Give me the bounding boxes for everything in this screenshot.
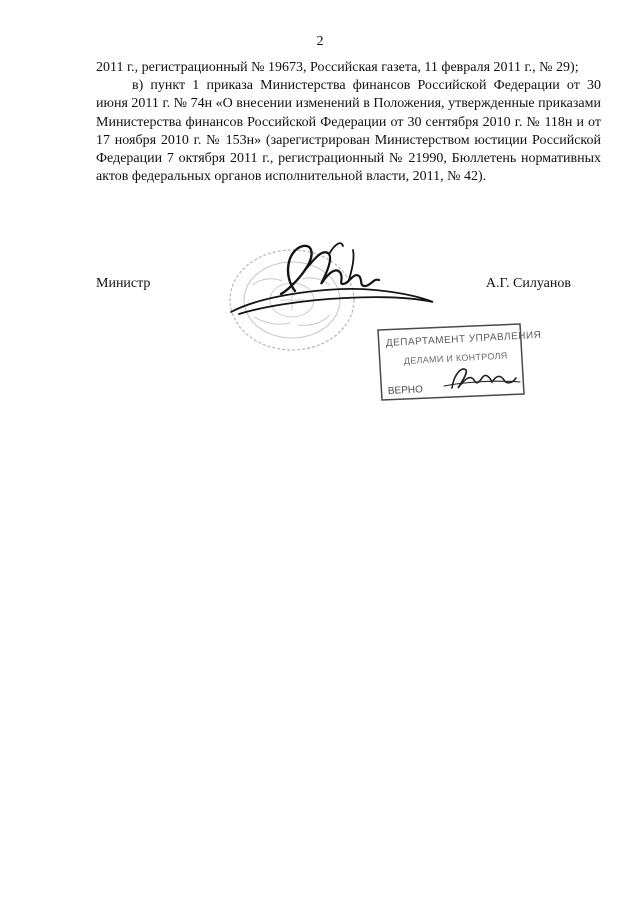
handwritten-signature [225,236,440,320]
paragraph-item-v: в) пункт 1 приказа Министерства финансов Российской Федерации от 30 июня 2011 г. № 74н «О внесении изменений в Положения, утвержденные приказами Министерства финансов Российской Федерации от 30 сентября 2010 г. № 118н и от 17 ноября 2010 г. № 153н» (зарегистрирован Министерством юстиции Российской Федерации 7 октября 2011 г., регистрационный № 21990, Бюллетень нормативных актов федеральных органов исполнительной власти, 2011, № 42). [96,78,601,185]
svg-text:ВЕРНО: ВЕРНО [387,384,424,397]
minister-title: Министр [96,276,151,291]
svg-text:ДЕЛАМИ И КОНТРОЛЯ: ДЕЛАМИ И КОНТРОЛЯ [403,350,508,366]
document-body [96,59,601,186]
certification-stamp [374,322,542,402]
page-number: 2 [316,34,324,49]
svg-text:ДЕПАРТАМЕНТ УПРАВЛЕНИЯ: ДЕПАРТАМЕНТ УПРАВЛЕНИЯ [385,329,542,349]
paragraph-continuation: 2011 г., регистрационный № 19673, Российская газета, 11 февраля 2011 г., № 29); [96,60,579,75]
minister-name: А.Г. Силуанов [485,276,571,291]
